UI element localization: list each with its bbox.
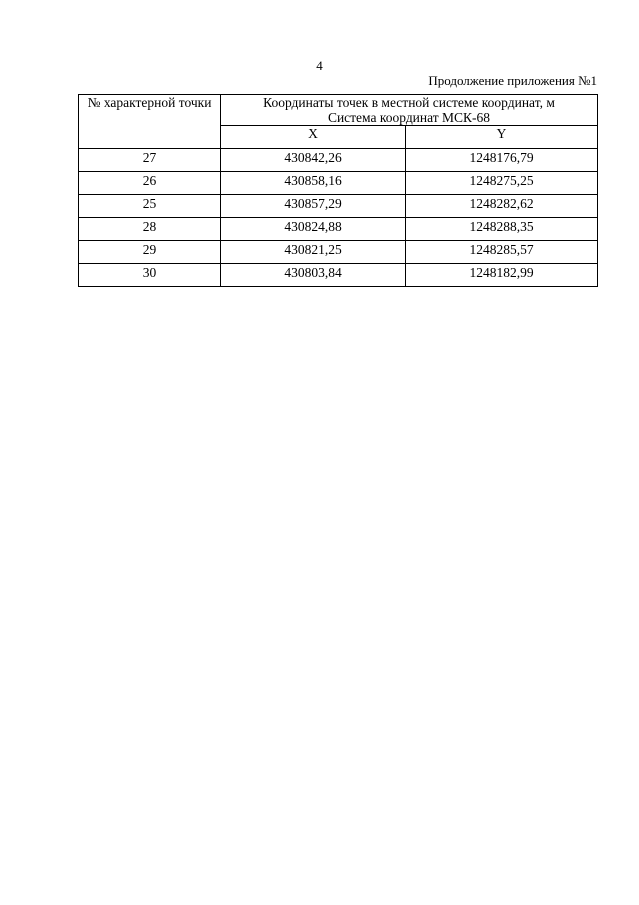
cell-x: 430858,16 bbox=[221, 172, 406, 195]
table-row bbox=[79, 149, 598, 172]
cell-x: 430824,88 bbox=[221, 218, 406, 241]
cell-point: 26 bbox=[79, 172, 221, 195]
cell-point: 25 bbox=[79, 195, 221, 218]
header-point-number: № характерной точки bbox=[79, 95, 221, 149]
header-y: Y bbox=[406, 126, 598, 149]
cell-y: 1248285,57 bbox=[406, 241, 598, 264]
table-row bbox=[79, 241, 598, 264]
cell-y: 1248182,99 bbox=[406, 264, 598, 287]
table-row bbox=[79, 264, 598, 287]
cell-x: 430842,26 bbox=[221, 149, 406, 172]
page-number: 4 bbox=[316, 58, 323, 73]
cell-point: 27 bbox=[79, 149, 221, 172]
header-coordinates-title-line2: Система координат МСК-68 bbox=[327, 110, 491, 125]
appendix-continuation-note: Продолжение приложения №1 bbox=[428, 73, 597, 88]
header-x: X bbox=[221, 126, 406, 149]
header-coordinates-title bbox=[221, 95, 598, 126]
table-row bbox=[79, 172, 598, 195]
cell-x: 430821,25 bbox=[221, 241, 406, 264]
table-row bbox=[79, 195, 598, 218]
coordinates-table bbox=[78, 94, 598, 287]
cell-x: 430803,84 bbox=[221, 264, 406, 287]
header-coordinates-title-line1: Координаты точек в местной системе координат, м bbox=[263, 95, 555, 110]
cell-x: 430857,29 bbox=[221, 195, 406, 218]
coordinates-table-body bbox=[79, 149, 598, 287]
header-row-main bbox=[79, 95, 598, 126]
coordinates-table-header bbox=[79, 95, 598, 149]
cell-y: 1248288,35 bbox=[406, 218, 598, 241]
cell-point: 29 bbox=[79, 241, 221, 264]
cell-point: 30 bbox=[79, 264, 221, 287]
cell-point: 28 bbox=[79, 218, 221, 241]
cell-y: 1248282,62 bbox=[406, 195, 598, 218]
cell-y: 1248275,25 bbox=[406, 172, 598, 195]
cell-y: 1248176,79 bbox=[406, 149, 598, 172]
table-row bbox=[79, 218, 598, 241]
